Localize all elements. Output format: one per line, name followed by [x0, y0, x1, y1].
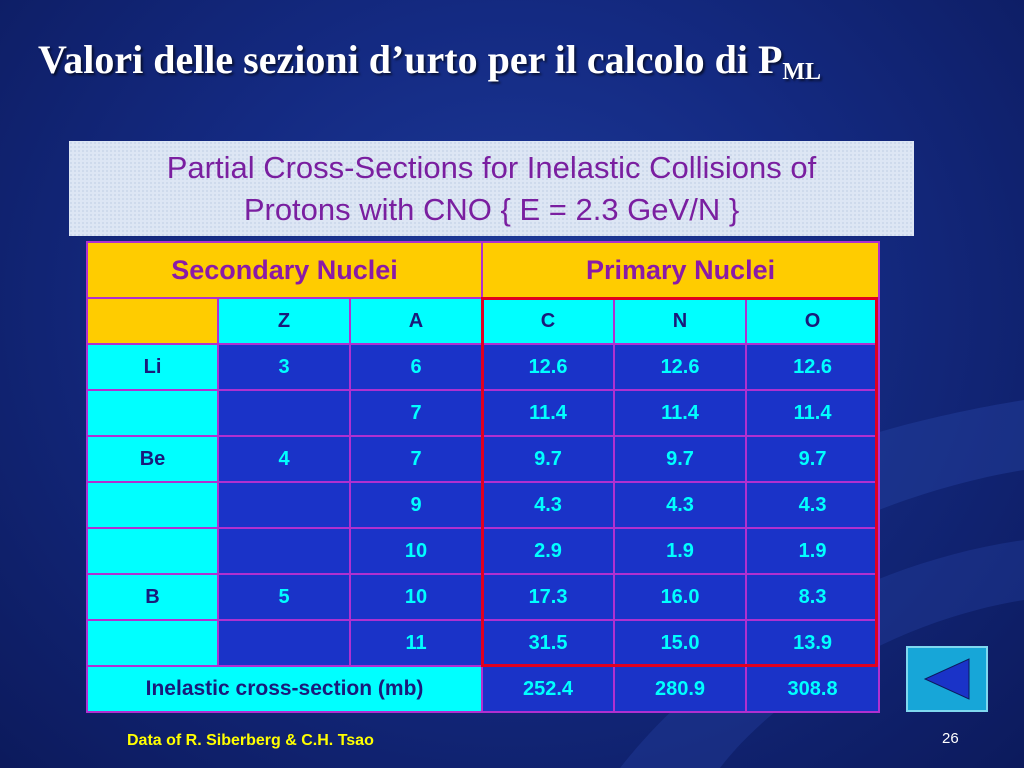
- row-o-cell: 9.7: [746, 436, 879, 482]
- total-n-cell: 280.9: [614, 666, 746, 712]
- column-header-z: Z: [218, 298, 350, 344]
- row-element-cell: [87, 482, 218, 528]
- footer-credit: Data of R. Siberberg & C.H. Tsao: [127, 732, 374, 749]
- table-caption-box: [69, 141, 914, 236]
- column-header-element: [87, 298, 218, 344]
- row-element-cell: [87, 528, 218, 574]
- row-a-cell: 9: [350, 482, 482, 528]
- row-z-cell: 3: [218, 344, 350, 390]
- row-n-cell: 1.9: [614, 528, 746, 574]
- row-n-cell: 15.0: [614, 620, 746, 666]
- row-c-cell: 31.5: [482, 620, 614, 666]
- slide-title-text: Valori delle sezioni d’urto per il calcolo di P: [38, 37, 783, 82]
- row-o-cell: 12.6: [746, 344, 879, 390]
- slide-title: [38, 36, 821, 86]
- table-caption-line-2: Protons with CNO { E = 2.3 GeV/N }: [243, 191, 740, 227]
- column-header-o: O: [746, 298, 879, 344]
- row-z-cell: 5: [218, 574, 350, 620]
- table-row: [87, 574, 879, 620]
- total-label-cell: Inelastic cross-section (mb): [87, 666, 482, 712]
- row-element-cell: Li: [87, 344, 218, 390]
- row-c-cell: 2.9: [482, 528, 614, 574]
- total-c-cell: 252.4: [482, 666, 614, 712]
- row-n-cell: 4.3: [614, 482, 746, 528]
- row-c-cell: 11.4: [482, 390, 614, 436]
- cross-section-table: [86, 241, 880, 713]
- page-number: 26: [942, 730, 959, 747]
- row-z-cell: [218, 482, 350, 528]
- table-row: [87, 436, 879, 482]
- column-header-n: N: [614, 298, 746, 344]
- row-n-cell: 9.7: [614, 436, 746, 482]
- total-o-cell: 308.8: [746, 666, 879, 712]
- column-header-row: [87, 298, 879, 344]
- row-c-cell: 4.3: [482, 482, 614, 528]
- row-c-cell: 12.6: [482, 344, 614, 390]
- column-header-a: A: [350, 298, 482, 344]
- row-a-cell: 7: [350, 390, 482, 436]
- table-row: [87, 528, 879, 574]
- table-caption-line-1: Partial Cross-Sections for Inelastic Collisions of: [166, 149, 817, 185]
- row-element-cell: [87, 620, 218, 666]
- row-z-cell: 4: [218, 436, 350, 482]
- row-o-cell: 4.3: [746, 482, 879, 528]
- row-o-cell: 11.4: [746, 390, 879, 436]
- column-header-c: C: [482, 298, 614, 344]
- back-triangle-icon: [919, 655, 975, 703]
- row-n-cell: 16.0: [614, 574, 746, 620]
- row-n-cell: 11.4: [614, 390, 746, 436]
- table-row: [87, 620, 879, 666]
- table-row: [87, 344, 879, 390]
- row-element-cell: Be: [87, 436, 218, 482]
- row-o-cell: 13.9: [746, 620, 879, 666]
- totals-row: [87, 666, 879, 712]
- table-row: [87, 482, 879, 528]
- group-header-row: [87, 242, 879, 298]
- row-c-cell: 17.3: [482, 574, 614, 620]
- row-o-cell: 8.3: [746, 574, 879, 620]
- row-n-cell: 12.6: [614, 344, 746, 390]
- row-c-cell: 9.7: [482, 436, 614, 482]
- back-button[interactable]: [906, 646, 988, 712]
- row-z-cell: [218, 528, 350, 574]
- row-z-cell: [218, 390, 350, 436]
- header-secondary-nuclei: Secondary Nuclei: [87, 242, 482, 298]
- row-o-cell: 1.9: [746, 528, 879, 574]
- row-element-cell: B: [87, 574, 218, 620]
- row-z-cell: [218, 620, 350, 666]
- row-a-cell: 10: [350, 528, 482, 574]
- row-a-cell: 10: [350, 574, 482, 620]
- row-element-cell: [87, 390, 218, 436]
- row-a-cell: 7: [350, 436, 482, 482]
- row-a-cell: 6: [350, 344, 482, 390]
- header-primary-nuclei: Primary Nuclei: [482, 242, 879, 298]
- row-a-cell: 11: [350, 620, 482, 666]
- table-row: [87, 390, 879, 436]
- slide-title-subscript: ML: [782, 59, 822, 85]
